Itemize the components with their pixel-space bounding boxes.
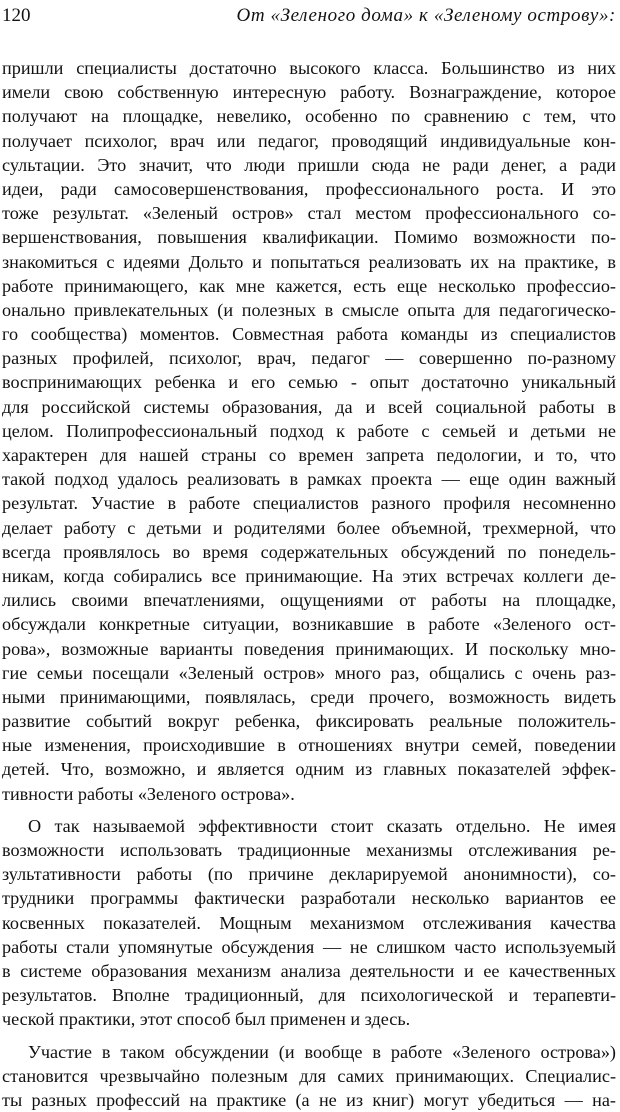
text-line: работы стали упомянутые обсуждения — не слишком часто используемый xyxy=(2,935,616,959)
text-line: развитие событий вокруг ребенка, фиксировать реальные положитель- xyxy=(2,709,616,733)
text-line: ные изменения, происходившие в отношениях внутри семей, поведении xyxy=(2,733,616,757)
running-title: От «Зеленого дома» к «Зеленому острову»: xyxy=(237,4,616,28)
text-line: зультативности работы (по причине декларируемой анонимности), со- xyxy=(2,862,616,886)
text-line: работе принимающего, как мне кажется, есть еще несколько профессио- xyxy=(2,274,616,298)
text-line: всегда проявлялось во время содержательных обсуждений по понедель- xyxy=(2,540,616,564)
text-line: целом. Полипрофессиональный подход к работе с семьей и детьми не xyxy=(2,419,616,443)
text-line: идеи, ради самосовершенствования, профессионального роста. И это xyxy=(2,177,616,201)
paragraph xyxy=(2,56,616,806)
page-header xyxy=(2,4,616,30)
text-line: имели свою собственную интересную работу. Вознаграждение, которое xyxy=(2,80,616,104)
text-line: детей. Что, возможно, и является одним из главных показателей эффек- xyxy=(2,757,616,781)
text-line: тивности работы «Зеленого острова». xyxy=(2,782,616,806)
text-line: тоже результат. «Зеленый остров» стал местом профессионального со- xyxy=(2,201,616,225)
text-line: результатов. Вполне традиционный, для психологической и терапевти- xyxy=(2,983,616,1007)
paragraph xyxy=(2,1040,616,1112)
text-line: разных профилей, психолог, врач, педагог — совершенно по-разному xyxy=(2,346,616,370)
text-line: го сообщества) моментов. Совместная работа команды из специалистов xyxy=(2,322,616,346)
text-line: онально привлекательных (и полезных в смысле опыта для педагогическо- xyxy=(2,298,616,322)
text-line: в системе образования механизм анализа деятельности и ее качественных xyxy=(2,959,616,983)
text-line: сультации. Это значит, что люди пришли сюда не ради денег, а ради xyxy=(2,153,616,177)
text-line: лились своими впечатлениями, ощущениями от работы на площадке, xyxy=(2,588,616,612)
text-line: Участие в таком обсуждении (и вообще в работе «Зеленого острова») xyxy=(2,1040,616,1064)
text-line: ческой практики, этот способ был применен и здесь. xyxy=(2,1007,616,1031)
text-line: рова», возможные варианты поведения принимающих. И поскольку мно- xyxy=(2,637,616,661)
text-line: делает работу с детьми и родителями более объемной, трехмерной, что xyxy=(2,516,616,540)
text-line: О так называемой эффективности стоит сказать отдельно. Не имея xyxy=(2,814,616,838)
body-text xyxy=(2,56,616,1112)
page-number: 120 xyxy=(2,4,31,28)
text-line: получают на площадке, невелико, особенно по сравнению с тем, что xyxy=(2,104,616,128)
paragraph xyxy=(2,814,616,1032)
text-line: воспринимающих ребенка и его семью - опыт достаточно уникальный xyxy=(2,370,616,394)
text-line: вершенствования, повышения квалификации. Помимо возможности по- xyxy=(2,225,616,249)
text-line: обсуждали конкретные ситуации, возникавшие в работе «Зеленого ост- xyxy=(2,612,616,636)
text-line: никам, когда собирались все принимающие. На этих встречах коллеги де- xyxy=(2,564,616,588)
text-line: для российской системы образования, да и всей социальной работы в xyxy=(2,395,616,419)
text-line: пришли специалисты достаточно высокого класса. Большинство из них xyxy=(2,56,616,80)
text-line: результат. Участие в работе специалистов разного профиля несомненно xyxy=(2,491,616,515)
paragraph-gap xyxy=(2,1032,616,1040)
text-line: знакомиться с идеями Дольто и попытаться реализовать их на практике, в xyxy=(2,250,616,274)
text-line: косвенных показателей. Мощным механизмом отслеживания качества xyxy=(2,911,616,935)
text-line: становится чрезвычайно полезным для самих принимающих. Специалис- xyxy=(2,1064,616,1088)
text-line: возможности использовать традиционные механизмы отслеживания ре- xyxy=(2,838,616,862)
text-line: гие семьи посещали «Зеленый остров» много раз, общались с очень раз- xyxy=(2,661,616,685)
text-line: такой подход удалось реализовать в рамках проекта — еще один важный xyxy=(2,467,616,491)
text-line: получает психолог, врач или педагог, проводящий индивидуальные кон- xyxy=(2,129,616,153)
text-line: ными принимающими, появлялась, среди прочего, возможность видеть xyxy=(2,685,616,709)
text-line: трудники программы фактически разработали несколько вариантов ее xyxy=(2,886,616,910)
text-line: характерен для нашей страны со времен запрета педологии, и то, что xyxy=(2,443,616,467)
text-line: ты разных профессий на практике (а не из книг) могут убедиться — на- xyxy=(2,1088,616,1112)
paragraph-gap xyxy=(2,806,616,814)
